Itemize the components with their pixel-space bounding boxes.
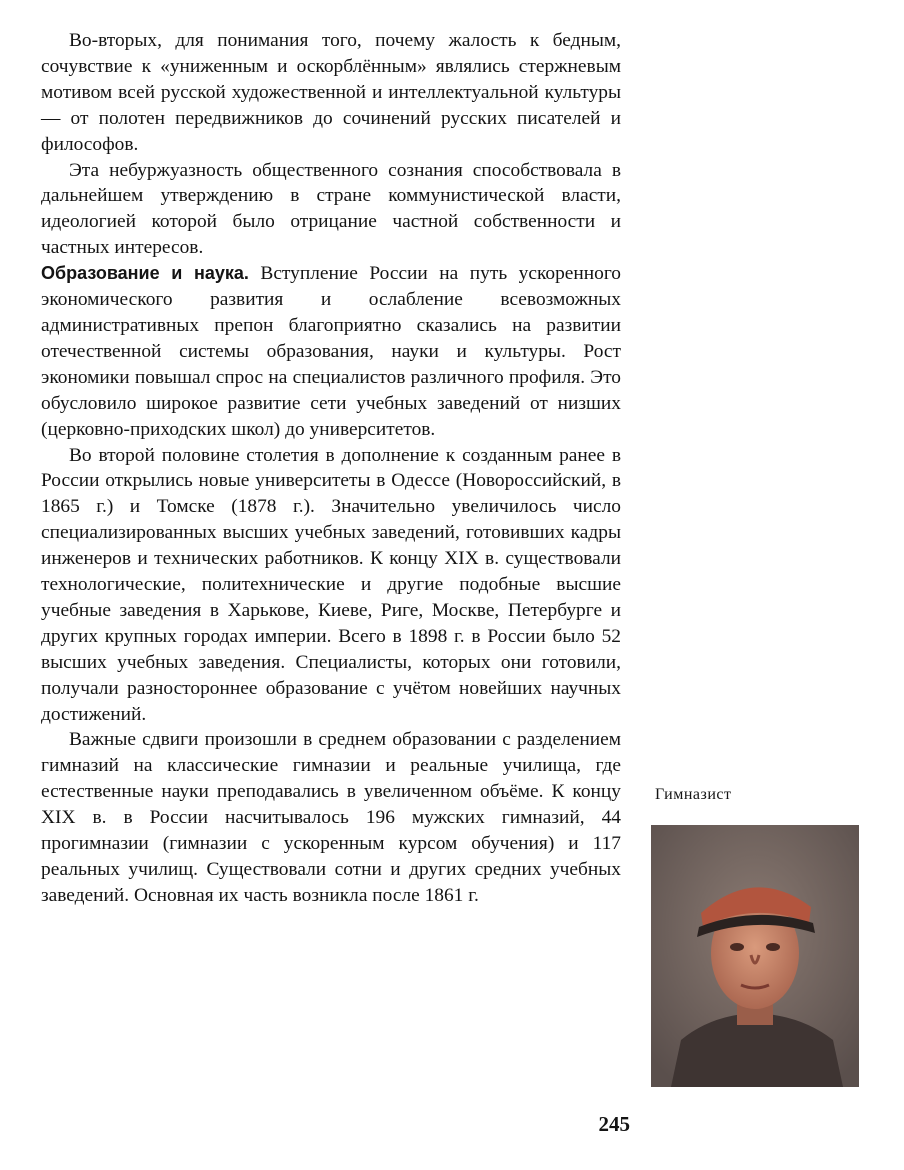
- paragraph-consequence: Эта небуржуазность общественного сознания способствовала в дальнейшем утверждению в стране коммунистической власти, идеологией которой было отрицание частной собственности и частных интересов.: [41, 159, 621, 259]
- section-heading: Образование и наука.: [41, 263, 249, 284]
- figure-caption: Гимназист: [655, 786, 732, 803]
- paragraph-education-intro: [41, 261, 621, 442]
- main-text-column: [41, 28, 621, 909]
- page-number: 245: [598, 1112, 630, 1136]
- paragraph-reasons: Во-вторых, для понимания того, почему жалость к бедным, сочувствие к «униженным и оскорблённым» являлись стержневым мотивом всей русской художественной и интеллектуальной культуры — от полотен передвижников до сочинений русских писателей и философов.: [41, 30, 621, 155]
- paragraph-secondary: Важные сдвиги произошли в среднем образовании с разделением гимназий на классические гимназии и реальные училища, где естественные науки преподавались в увеличенном объёме. К концу XIX в. в России насчитывалось 196 мужских гимназий, 44 прогимназии (гимназии с ускоренным курсом обучения) и 117 реальных училищ. Существовали сотни и других средних учебных заведений. Основная их часть возникла после 1861 г.: [41, 729, 621, 906]
- portrait-image: [651, 825, 859, 1087]
- paragraph-education-text: Вступление России на путь ускоренного экономического развития и ослабление всевозможных административных препон благоприятно сказались на развитии отечественной системы образования, науки и культуры. Рост экономики повышал спрос на специалистов различного профиля. Это обусловило широкое развитие сети учебных заведений от низших (церковно-приходских школ) до университетов.: [41, 263, 622, 440]
- paragraph-universities: Во второй половине столетия в дополнение к созданным ранее в России открылись новые университеты в Одессе (Новороссийский, в 1865 г.) и Томске (1878 г.). Значительно увеличилось число специализированных высших учебных заведений, готовивших кадры инженеров и технических работников. К концу XIX в. существовали технологические, политехнические и другие подобные высшие учебные заведения в Харькове, Киеве, Риге, Москве, Петербурге и других крупных городах империи. Всего в 1898 г. в России было 52 высших учебных заведения. Специалисты, которых они готовили, получали разностороннее образование с учётом новейших научных достижений.: [41, 444, 621, 725]
